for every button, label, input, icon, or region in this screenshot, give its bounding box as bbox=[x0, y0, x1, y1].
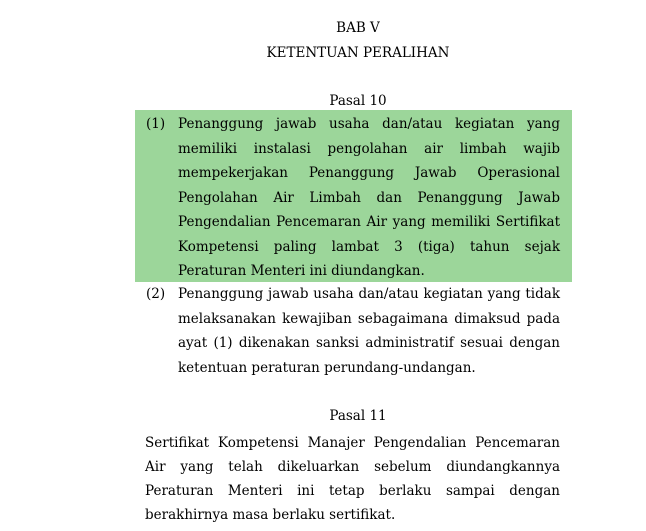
paragraph-number: (2) bbox=[146, 286, 166, 302]
article-title-pasal-11: Pasal 11 bbox=[329, 408, 387, 424]
paragraph-text: Penanggung jawab usaha dan/atau kegiatan yang tidak melaksanakan kewajiban sebagaimana dimaksud pada ayat (1) dikenakan sanksi administratif sesuai dengan ketentuan peraturan perundang-undangan. bbox=[178, 286, 560, 376]
chapter-number: BAB V bbox=[336, 20, 380, 36]
paragraph-number: (1) bbox=[146, 116, 166, 132]
article-title-pasal-10: Pasal 10 bbox=[329, 93, 387, 109]
article-11-text: Sertifikat Kompetensi Manajer Pengendalian Pencemaran Air yang telah dikeluarkan sebelum diundangkannya Peraturan Menteri ini tetap berlaku sampai dengan berakhirnya masa berlaku sertifikat. bbox=[145, 435, 560, 523]
chapter-title: KETENTUAN PERALIHAN bbox=[266, 45, 450, 61]
paragraph-text: Penanggung jawab usaha dan/atau kegiatan yang memiliki instalasi pengolahan air limbah wajib mempekerjakan Penanggung Jawab Operasional Pengolahan Air Limbah dan Penanggung Jawab Pengendalian Pencemaran Air yang memiliki Sertifikat Kompetensi paling lambat 3 (tiga) tahun sejak Peraturan Menteri ini diundangkan. bbox=[178, 116, 560, 279]
